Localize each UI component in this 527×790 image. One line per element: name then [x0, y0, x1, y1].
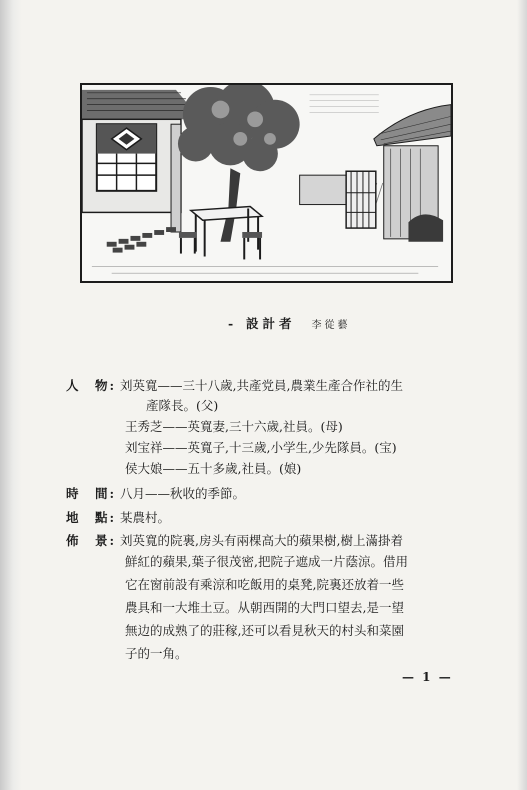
page-number: — 1 — [402, 670, 453, 684]
characters-section [66, 376, 403, 395]
place-text: 某農村。 [120, 510, 171, 525]
scene-line: 鮮紅的蘋果,葉子很茂密,把院子遮成一片蔭涼。借用 [125, 554, 408, 569]
scene-illustration [80, 83, 453, 283]
time-text: 八月——秋收的季節。 [120, 486, 246, 501]
scene-line: 無边的成熟了的莊稼,还可以看見秋天的村头和菜園 [125, 623, 404, 638]
place-section [66, 508, 170, 527]
page-edge-shadow-right [517, 0, 527, 790]
scene-line: 農具和一大堆土豆。从朝西開的大門口望去,是一望 [125, 600, 404, 615]
scene-section [66, 531, 403, 550]
scene-heading: 佈 景: [66, 533, 117, 548]
scene-line: 它在窗前設有乘涼和吃飯用的桌凳,院裏还放着一些 [125, 577, 404, 592]
designer-label: 設計者 [246, 316, 296, 331]
time-section [66, 484, 245, 503]
time-heading: 時 間: [66, 486, 117, 501]
character-line: 王秀芝——英寬妻,三十六歲,社員。(母) [125, 419, 343, 434]
scene-line: 子的一角。 [125, 646, 188, 661]
character-line: 刘宝祥——英寬子,十三歲,小学生,少先隊員。(宝) [125, 440, 397, 455]
designer-name: 李從藝 [311, 320, 351, 331]
courtyard-drawing [82, 85, 451, 281]
character-line: 侯大娘——五十多歲,社員。(娘) [125, 461, 302, 476]
designer-dash: - [228, 316, 234, 331]
designer-credit [228, 314, 448, 336]
place-heading: 地 點: [66, 510, 117, 525]
character-line: 產隊長。(父) [146, 398, 219, 413]
characters-heading: 人 物: [66, 378, 117, 393]
character-line: 刘英寬——三十八歲,共產党員,農業生產合作社的生 [120, 378, 403, 393]
page-edge-shadow [0, 0, 22, 790]
scene-line: 刘英寬的院裏,房头有兩棵高大的蘋果樹,樹上滿掛着 [120, 533, 403, 548]
